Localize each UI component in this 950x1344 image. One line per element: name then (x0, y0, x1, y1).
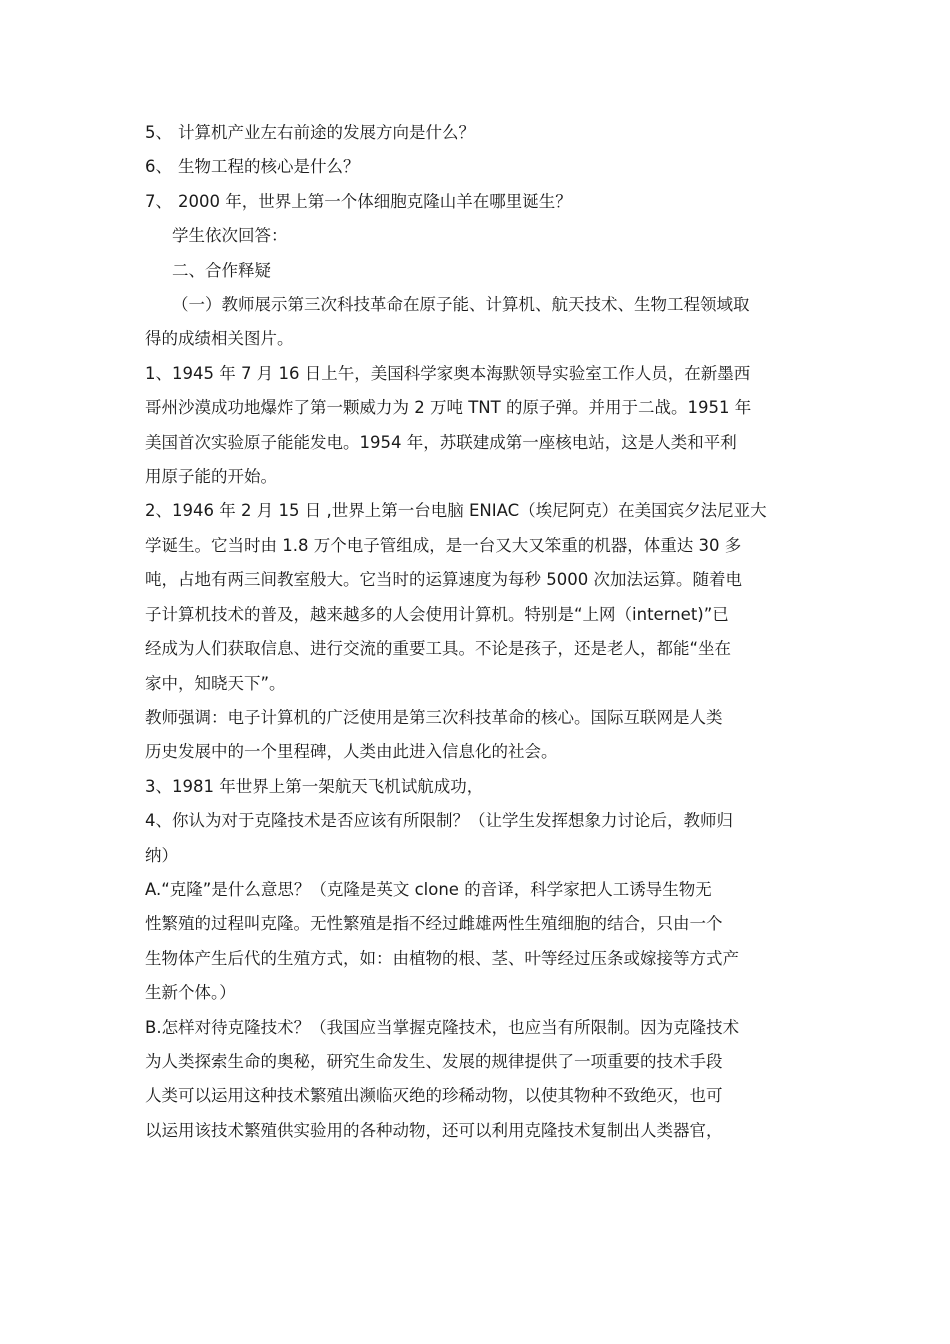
question-number: 5、 (145, 123, 172, 142)
paragraph-line: 历史发展中的一个里程碑，人类由此进入信息化的社会。 (145, 742, 558, 762)
paragraph-line: 2、1946 年 2 月 15 日 ,世界上第一台电脑 ENIAC（埃尼阿克）在美国宾夕法尼亚大 (145, 501, 767, 521)
question-text: 2000 年，世界上第一个体细胞克隆山羊在哪里诞生？ (178, 191, 572, 211)
paragraph-line: 为人类探索生命的奥秘，研究生命发生、发展的规律提供了一项重要的技术手段 (145, 1051, 723, 1071)
paragraph-line: 家中，知晓天下”。 (145, 673, 286, 693)
paragraph-line: 子计算机技术的普及，越来越多的人会使用计算机。特别是“上网（internet)”已 (145, 604, 729, 624)
paragraph-line: 得的成绩相关图片。 (145, 329, 294, 349)
paragraph-line: 经成为人们获取信息、进行交流的重要工具。不论是孩子，还是老人，都能“坐在 (145, 639, 732, 659)
paragraph-line: 吨，占地有两三间教室般大。它当时的运算速度为每秒 5000 次加法运算。随着电 (145, 570, 742, 590)
question-text: 生物工程的核心是什么？ (178, 157, 360, 177)
paragraph-line: 美国首次实验原子能能发电。1954 年，苏联建成第一座核电站，这是人类和平利 (145, 432, 737, 452)
paragraph-line: 哥州沙漠成功地爆炸了第一颗威力为 2 万吨 TNT 的原子弹。并用于二战。1951 年 (145, 398, 752, 418)
paragraph-line: 人类可以运用这种技术繁殖出濒临灭绝的珍稀动物，以使其物种不致绝灭，也可 (145, 1086, 723, 1106)
paragraph-line: 4、你认为对于克隆技术是否应该有所限制？（让学生发挥想象力讨论后，教师归 (145, 811, 733, 831)
paragraph-line: 生物体产生后代的生殖方式，如：由植物的根、茎、叶等经过压条或嫁接等方式产 (145, 948, 739, 968)
paragraph-line: 1、1945 年 7 月 16 日上午，美国科学家奥本海默领导实验室工作人员，在新墨西 (145, 363, 751, 383)
paragraph-line: A.“克隆”是什么意思？（克隆是英文 clone 的音译，科学家把人工诱导生物无 (145, 879, 712, 899)
question-text: 计算机产业左右前途的发展方向是什么？ (178, 123, 475, 142)
question-7 (145, 185, 810, 219)
section-heading: 二、合作释疑 (172, 260, 271, 280)
paragraph-line: 学诞生。它当时由 1.8 万个电子管组成，是一台又大又笨重的机器，体重达 30 多 (145, 535, 742, 555)
paragraph-line: 性繁殖的过程叫克隆。无性繁殖是指不经过雌雄两性生殖细胞的结合，只由一个 (145, 914, 723, 934)
paragraph-line: 3、1981 年世界上第一架航天飞机试航成功， (145, 776, 484, 796)
paragraph-line: （一）教师展示第三次科技革命在原子能、计算机、航天技术、生物工程领域取 (172, 295, 750, 315)
question-5 (145, 116, 810, 150)
question-6 (145, 150, 810, 184)
paragraph-line: B.怎样对待克隆技术？（我国应当掌握克隆技术，也应当有所限制。因为克隆技术 (145, 1017, 740, 1037)
paragraph-line: 生新个体。） (145, 983, 236, 1003)
paragraph-line: 用原子能的开始。 (145, 467, 277, 487)
paragraph-line: 教师强调：电子计算机的广泛使用是第三次科技革命的核心。国际互联网是人类 (145, 707, 723, 727)
question-number: 7、 (145, 191, 172, 211)
question-number: 6、 (145, 157, 172, 177)
paragraph-line: 以运用该技术繁殖供实验用的各种动物，还可以利用克隆技术复制出人类器官， (145, 1120, 723, 1140)
document-page (145, 116, 810, 1148)
paragraph-line: 纳） (145, 845, 178, 865)
students-answer-line: 学生依次回答： (172, 226, 288, 246)
